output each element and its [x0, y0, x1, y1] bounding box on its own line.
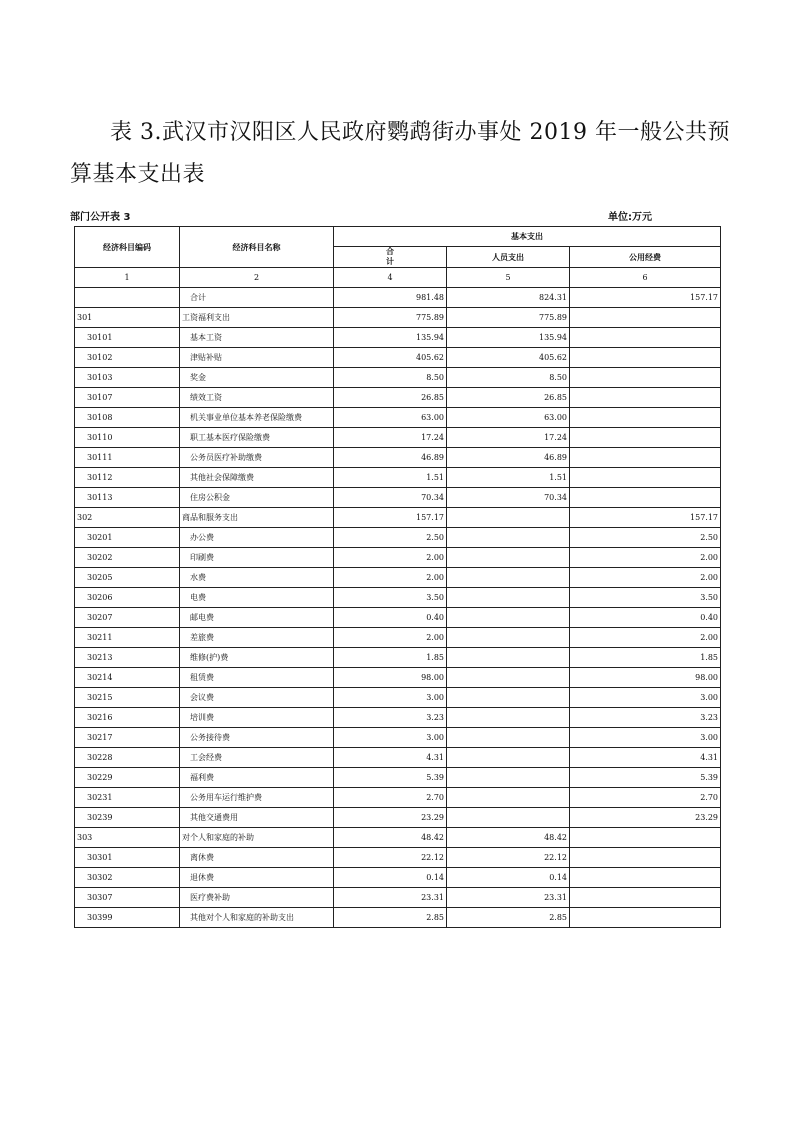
cell-public: [570, 368, 721, 388]
cell-name: 邮电费: [180, 608, 334, 628]
cell-code: 30108: [75, 408, 180, 428]
cell-name: 对个人和家庭的补助: [180, 828, 334, 848]
cell-public: 23.29: [570, 808, 721, 828]
cell-code: 30102: [75, 348, 180, 368]
header-public: 公用经费: [570, 247, 721, 268]
table-row: [75, 688, 721, 708]
cell-name: 印刷费: [180, 548, 334, 568]
cell-total: 3.23: [334, 708, 447, 728]
header-basic: 基本支出: [334, 227, 721, 247]
table-row: [75, 528, 721, 548]
cell-name: 津贴补贴: [180, 348, 334, 368]
cell-name: 医疗费补助: [180, 888, 334, 908]
table-row: [75, 408, 721, 428]
cell-personnel: 48.42: [447, 828, 570, 848]
cell-total: 157.17: [334, 508, 447, 528]
cell-code: 30307: [75, 888, 180, 908]
table-row: [75, 708, 721, 728]
cell-public: [570, 448, 721, 468]
cell-name: 办公费: [180, 528, 334, 548]
header-name: 经济科目名称: [180, 227, 334, 268]
cell-public: [570, 888, 721, 908]
table-row: [75, 468, 721, 488]
table-row: [75, 748, 721, 768]
cell-personnel: [447, 648, 570, 668]
cell-code: 30217: [75, 728, 180, 748]
cell-total: 2.00: [334, 568, 447, 588]
unit-label: 单位:万元: [608, 212, 652, 223]
cell-personnel: [447, 508, 570, 528]
cell-code: 302: [75, 508, 180, 528]
cell-code: 30301: [75, 848, 180, 868]
cell-total: 0.14: [334, 868, 447, 888]
cell-personnel: 46.89: [447, 448, 570, 468]
cell-public: 5.39: [570, 768, 721, 788]
cell-personnel: 0.14: [447, 868, 570, 888]
cell-total: 1.51: [334, 468, 447, 488]
cell-code: 30211: [75, 628, 180, 648]
cell-personnel: 22.12: [447, 848, 570, 868]
col-number: 5: [447, 268, 570, 288]
cell-public: [570, 468, 721, 488]
table-row: [75, 388, 721, 408]
table-row: [75, 828, 721, 848]
table-row: [75, 908, 721, 928]
cell-code: 30101: [75, 328, 180, 348]
cell-total: 405.62: [334, 348, 447, 368]
cell-code: 30202: [75, 548, 180, 568]
cell-personnel: 23.31: [447, 888, 570, 908]
cell-personnel: 775.89: [447, 308, 570, 328]
table-row: [75, 428, 721, 448]
header-code: 经济科目编码: [75, 227, 180, 268]
cell-name: 公务接待费: [180, 728, 334, 748]
cell-public: [570, 428, 721, 448]
cell-code: 30110: [75, 428, 180, 448]
col-number: 2: [180, 268, 334, 288]
cell-public: 2.70: [570, 788, 721, 808]
table-row: [75, 808, 721, 828]
cell-code: 30207: [75, 608, 180, 628]
cell-total: 2.85: [334, 908, 447, 928]
table-row: [75, 668, 721, 688]
cell-total: 98.00: [334, 668, 447, 688]
cell-name: 其他交通费用: [180, 808, 334, 828]
cell-name: 其他对个人和家庭的补助支出: [180, 908, 334, 928]
table-row: [75, 488, 721, 508]
cell-personnel: 2.85: [447, 908, 570, 928]
cell-name: 维修(护)费: [180, 648, 334, 668]
cell-name: 其他社会保障缴费: [180, 468, 334, 488]
cell-personnel: [447, 548, 570, 568]
cell-name: 住房公积金: [180, 488, 334, 508]
cell-code: 30205: [75, 568, 180, 588]
cell-public: 157.17: [570, 508, 721, 528]
cell-name: 差旅费: [180, 628, 334, 648]
cell-personnel: [447, 808, 570, 828]
cell-total: 23.29: [334, 808, 447, 828]
cell-personnel: 8.50: [447, 368, 570, 388]
cell-personnel: 70.34: [447, 488, 570, 508]
cell-code: 30111: [75, 448, 180, 468]
table-row: [75, 308, 721, 328]
cell-total: 4.31: [334, 748, 447, 768]
table-row: [75, 368, 721, 388]
cell-public: 3.00: [570, 728, 721, 748]
cell-public: [570, 868, 721, 888]
table-row: [75, 608, 721, 628]
cell-personnel: 63.00: [447, 408, 570, 428]
cell-personnel: [447, 608, 570, 628]
cell-public: 2.00: [570, 568, 721, 588]
cell-code: 30302: [75, 868, 180, 888]
cell-public: [570, 908, 721, 928]
header-total-top: 合: [386, 247, 394, 256]
table-row: [75, 848, 721, 868]
cell-public: 2.50: [570, 528, 721, 548]
cell-code: 30113: [75, 488, 180, 508]
cell-total: 8.50: [334, 368, 447, 388]
cell-name: 租赁费: [180, 668, 334, 688]
cell-total: 22.12: [334, 848, 447, 868]
cell-public: 157.17: [570, 288, 721, 308]
cell-personnel: [447, 688, 570, 708]
table-row: [75, 788, 721, 808]
cell-total: 23.31: [334, 888, 447, 908]
cell-personnel: 1.51: [447, 468, 570, 488]
cell-personnel: [447, 668, 570, 688]
cell-public: 3.23: [570, 708, 721, 728]
cell-total: 981.48: [334, 288, 447, 308]
header-total-bottom: 计: [386, 257, 394, 266]
cell-total: 2.00: [334, 548, 447, 568]
cell-code: 30214: [75, 668, 180, 688]
cell-code: [75, 288, 180, 308]
cell-public: [570, 388, 721, 408]
cell-name: 退休费: [180, 868, 334, 888]
cell-public: [570, 308, 721, 328]
cell-name: 工会经费: [180, 748, 334, 768]
cell-total: 2.50: [334, 528, 447, 548]
cell-public: [570, 328, 721, 348]
table-row: [75, 288, 721, 308]
cell-public: [570, 828, 721, 848]
cell-total: 3.00: [334, 688, 447, 708]
table-row: [75, 628, 721, 648]
table-row: [75, 868, 721, 888]
header-total: [334, 247, 447, 268]
table-row: [75, 568, 721, 588]
cell-name: 奖金: [180, 368, 334, 388]
col-number: 4: [334, 268, 447, 288]
table-row: [75, 728, 721, 748]
cell-name: 工资福利支出: [180, 308, 334, 328]
cell-personnel: [447, 628, 570, 648]
cell-total: 2.70: [334, 788, 447, 808]
cell-total: 63.00: [334, 408, 447, 428]
cell-code: 30103: [75, 368, 180, 388]
cell-public: [570, 848, 721, 868]
cell-total: 0.40: [334, 608, 447, 628]
cell-total: 17.24: [334, 428, 447, 448]
table-row: [75, 548, 721, 568]
cell-total: 70.34: [334, 488, 447, 508]
cell-code: 30206: [75, 588, 180, 608]
col-number: 1: [75, 268, 180, 288]
cell-code: 30215: [75, 688, 180, 708]
cell-total: 3.50: [334, 588, 447, 608]
cell-public: [570, 348, 721, 368]
col-number: 6: [570, 268, 721, 288]
cell-name: 福利费: [180, 768, 334, 788]
cell-name: 电费: [180, 588, 334, 608]
cell-public: 98.00: [570, 668, 721, 688]
table-row: [75, 348, 721, 368]
cell-name: 公务员医疗补助缴费: [180, 448, 334, 468]
cell-public: [570, 488, 721, 508]
cell-code: 30216: [75, 708, 180, 728]
cell-name: 商品和服务支出: [180, 508, 334, 528]
cell-name: 职工基本医疗保险缴费: [180, 428, 334, 448]
table-row: [75, 328, 721, 348]
cell-personnel: [447, 588, 570, 608]
cell-name: 培训费: [180, 708, 334, 728]
cell-name: 基本工资: [180, 328, 334, 348]
table-row: [75, 768, 721, 788]
cell-code: 30112: [75, 468, 180, 488]
table-row: [75, 508, 721, 528]
cell-name: 合计: [180, 288, 334, 308]
cell-total: 1.85: [334, 648, 447, 668]
cell-code: 30231: [75, 788, 180, 808]
cell-code: 30228: [75, 748, 180, 768]
cell-public: 0.40: [570, 608, 721, 628]
cell-code: 30399: [75, 908, 180, 928]
cell-public: 2.00: [570, 548, 721, 568]
cell-personnel: 824.31: [447, 288, 570, 308]
cell-code: 303: [75, 828, 180, 848]
cell-personnel: [447, 728, 570, 748]
cell-personnel: 405.62: [447, 348, 570, 368]
cell-total: 46.89: [334, 448, 447, 468]
cell-code: 30107: [75, 388, 180, 408]
cell-personnel: [447, 528, 570, 548]
cell-total: 2.00: [334, 628, 447, 648]
cell-personnel: [447, 768, 570, 788]
cell-total: 135.94: [334, 328, 447, 348]
cell-name: 离休费: [180, 848, 334, 868]
table-row: [75, 448, 721, 468]
cell-personnel: 26.85: [447, 388, 570, 408]
cell-name: 绩效工资: [180, 388, 334, 408]
cell-name: 公务用车运行维护费: [180, 788, 334, 808]
document-title: 表 3.武汉市汉阳区人民政府鹦鹉街办事处 2019 年一般公共预算基本支出表: [70, 120, 730, 187]
cell-total: 26.85: [334, 388, 447, 408]
document-label: 部门公开表 3: [70, 212, 131, 223]
cell-public: 1.85: [570, 648, 721, 668]
table-row: [75, 888, 721, 908]
cell-personnel: [447, 748, 570, 768]
cell-personnel: 135.94: [447, 328, 570, 348]
cell-name: 水费: [180, 568, 334, 588]
cell-code: 301: [75, 308, 180, 328]
cell-name: 会议费: [180, 688, 334, 708]
cell-code: 30229: [75, 768, 180, 788]
cell-name: 机关事业单位基本养老保险缴费: [180, 408, 334, 428]
cell-personnel: [447, 708, 570, 728]
cell-personnel: 17.24: [447, 428, 570, 448]
table-row: [75, 588, 721, 608]
cell-personnel: [447, 568, 570, 588]
cell-code: 30213: [75, 648, 180, 668]
cell-personnel: [447, 788, 570, 808]
cell-total: 3.00: [334, 728, 447, 748]
cell-code: 30239: [75, 808, 180, 828]
cell-public: 2.00: [570, 628, 721, 648]
table-body: [75, 288, 721, 928]
cell-public: 3.50: [570, 588, 721, 608]
cell-total: 775.89: [334, 308, 447, 328]
table-row: [75, 648, 721, 668]
cell-public: [570, 408, 721, 428]
cell-total: 5.39: [334, 768, 447, 788]
column-number-row: [75, 268, 721, 288]
budget-table: [74, 226, 721, 928]
cell-public: 4.31: [570, 748, 721, 768]
cell-code: 30201: [75, 528, 180, 548]
cell-public: 3.00: [570, 688, 721, 708]
cell-total: 48.42: [334, 828, 447, 848]
header-personnel: 人员支出: [447, 247, 570, 268]
